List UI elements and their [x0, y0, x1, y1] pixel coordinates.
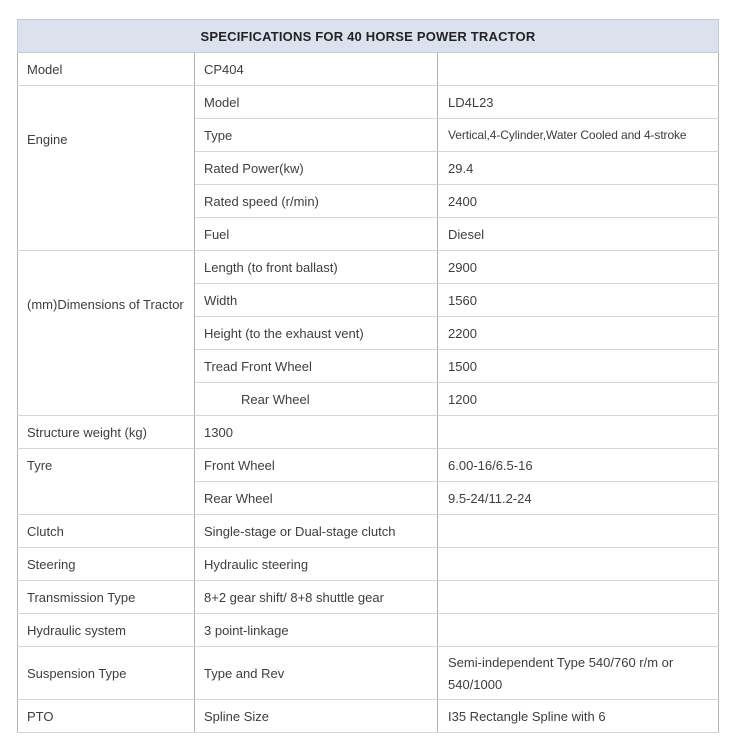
spec-row: [18, 449, 719, 482]
spec-value-cell: I35 Rectangle Spline with 6: [438, 700, 719, 733]
spec-label-cell: Type and Rev: [195, 647, 438, 700]
spec-label-cell: Length (to front ballast): [195, 251, 438, 284]
spec-value-cell: Diesel: [438, 218, 719, 251]
spec-label-cell: Rear Wheel: [195, 383, 438, 416]
spec-category-cell: Clutch: [18, 515, 195, 548]
spec-row: [18, 86, 719, 119]
spec-row: [18, 53, 719, 86]
spec-category-cell: Transmission Type: [18, 581, 195, 614]
spec-label-cell: Model: [195, 86, 438, 119]
spec-category-cell: Engine: [18, 86, 195, 251]
table-title: SPECIFICATIONS FOR 40 HORSE POWER TRACTOR: [18, 20, 719, 53]
spec-label-cell: Rear Wheel: [195, 482, 438, 515]
spec-value-cell: Semi-independent Type 540/760 r/m or 540/1000: [438, 647, 719, 700]
spec-row: [18, 647, 719, 700]
spec-value-cell: 2900: [438, 251, 719, 284]
spec-value-cell: 2200: [438, 317, 719, 350]
spec-value-cell: [438, 548, 719, 581]
spec-label-cell: Width: [195, 284, 438, 317]
spec-label-cell: 8+2 gear shift/ 8+8 shuttle gear: [195, 581, 438, 614]
spec-value-cell: [438, 416, 719, 449]
spec-row: [18, 700, 719, 733]
spec-value-cell: 1200: [438, 383, 719, 416]
spec-category-cell: (mm)Dimensions of Tractor: [18, 251, 195, 416]
spec-label-cell: Hydraulic steering: [195, 548, 438, 581]
spec-label-cell: 1300: [195, 416, 438, 449]
table-header-row: [18, 20, 719, 53]
spec-value-cell: 1500: [438, 350, 719, 383]
spec-label-cell: Height (to the exhaust vent): [195, 317, 438, 350]
spec-value-cell: Vertical,4-Cylinder,Water Cooled and 4-stroke: [438, 119, 719, 152]
spec-label-cell: Tread Front Wheel: [195, 350, 438, 383]
spec-value-cell: 9.5-24/11.2-24: [438, 482, 719, 515]
spec-category-cell: Hydraulic system: [18, 614, 195, 647]
spec-label-cell: Single-stage or Dual-stage clutch: [195, 515, 438, 548]
spec-category-cell: Tyre: [18, 449, 195, 515]
spec-value-cell: [438, 53, 719, 86]
spec-table-body: [18, 53, 719, 733]
spec-value-cell: [438, 581, 719, 614]
spec-row: [18, 251, 719, 284]
spec-label-cell: Rated speed (r/min): [195, 185, 438, 218]
spec-label-cell: Rated Power(kw): [195, 152, 438, 185]
spec-value-cell: [438, 515, 719, 548]
spec-category-cell: Steering: [18, 548, 195, 581]
spec-value-cell: 6.00-16/6.5-16: [438, 449, 719, 482]
spec-category-cell: PTO: [18, 700, 195, 733]
spec-value-cell: 2400: [438, 185, 719, 218]
spec-value-cell: 1560: [438, 284, 719, 317]
spec-value-cell: 29.4: [438, 152, 719, 185]
spec-value-cell: LD4L23: [438, 86, 719, 119]
spec-category-cell: Structure weight (kg): [18, 416, 195, 449]
spec-row: [18, 416, 719, 449]
spec-category-cell: Model: [18, 53, 195, 86]
spec-row: [18, 548, 719, 581]
specifications-table: [17, 19, 719, 733]
spec-label-cell: CP404: [195, 53, 438, 86]
spec-label-cell: Fuel: [195, 218, 438, 251]
spec-row: [18, 614, 719, 647]
spec-row: [18, 581, 719, 614]
spec-label-cell: Type: [195, 119, 438, 152]
spec-row: [18, 515, 719, 548]
spec-value-cell: [438, 614, 719, 647]
spec-category-cell: Suspension Type: [18, 647, 195, 700]
spec-label-cell: Front Wheel: [195, 449, 438, 482]
spec-label-cell: 3 point-linkage: [195, 614, 438, 647]
spec-label-cell: Spline Size: [195, 700, 438, 733]
